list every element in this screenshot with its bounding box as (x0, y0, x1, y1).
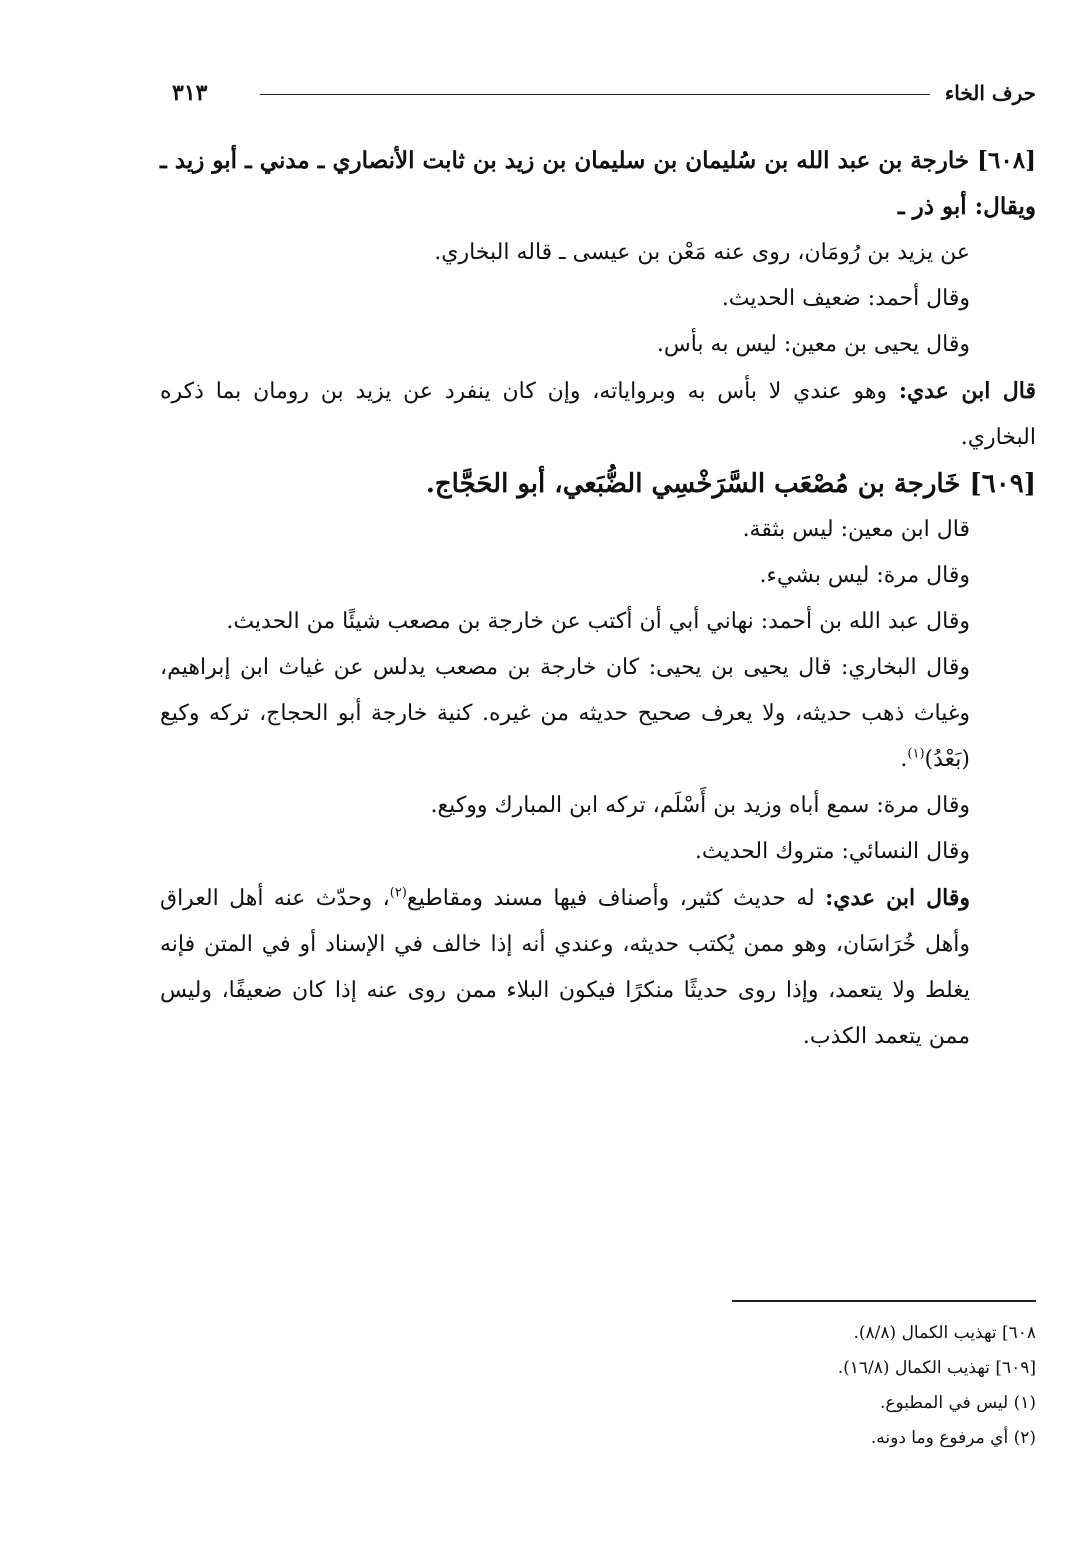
ibn-adi-text: له حديث كثير، وأصناف فيها مسند ومقاطيع (406, 886, 826, 911)
entry-608-heading: [٦٠٨] خارجة بن عبد الله بن سُليمان بن سليمان بن زيد بن ثابت الأنصاري ـ مدني ـ أبو زيد ـ ويقال: أبو ذر ـ (160, 147, 1036, 220)
entry-608-line: عن يزيد بن رُومَان، روى عنه مَعْن بن عيسى ـ قاله البخاري. (434, 240, 970, 265)
bukhari-end: . (900, 747, 908, 772)
main-text (160, 138, 1036, 1060)
header-rule (260, 94, 930, 95)
entry-609-line: وقال عبد الله بن أحمد: نهاني أبي أن أكتب عن خارجة بن مصعب شيئًا من الحديث. (226, 609, 970, 634)
bukhari-text: وقال البخاري: قال يحيى بن يحيى: كان خارجة بن مصعب يدلس عن غياث ابن إبراهيم، وغياث ذهب حديثه، ولا يعرف صحيح حديثه من غيره. كنية خارجة أبو الحجاج، تركه وكيع (بَعْدُ) (160, 655, 970, 772)
entry-609-bukhari-paragraph (160, 645, 1036, 783)
entry-609-line: وقال مرة: سمع أباه وزيد بن أَسْلَم، تركه ابن المبارك ووكيع. (430, 793, 970, 818)
entry-608-ibn-adi-paragraph (160, 368, 1036, 461)
footnote-separator (732, 1300, 1036, 1302)
entry-609-line: وقال مرة: ليس بشيء. (759, 563, 970, 588)
running-head (160, 78, 1036, 108)
entry-609-heading: [٦٠٩] خَارجة بن مُصْعَب السَّرَخْسِي الضُّبَعي، أبو الحَجَّاج. (425, 469, 1036, 499)
entry-608-line: وقال يحيى بن معين: ليس به بأس. (656, 332, 970, 357)
ibn-adi-text-cont: ، وحدّث عنه أهل العراق وأهل خُرَاسَان، وهو ممن يُكتب حديثه، وعندي أنه إذا خالف في الإسناد أو في المتن فإنه يغلط ولا يتعمد، وإذا روى حديثًا منكرًا فيكون البلاء ممن روى عنه إذا كان ضعيفًا، وليس ممن يتعمد الكذب. (160, 886, 970, 1049)
footnote-ref-2: (٢) (389, 885, 407, 901)
page-number: ٣١٣ (172, 80, 208, 106)
entry-608-line: وقال أحمد: ضعيف الحديث. (721, 286, 970, 311)
ibn-adi-text: وهو عندي لا بأس به وبرواياته، وإن كان ينفرد عن يزيد بن رومان بما ذكره البخاري. (160, 379, 1036, 450)
footnote-item: ٦٠٨] تهذيب الكمال (٨/٨). (853, 1323, 1036, 1343)
entry-609-line: قال ابن معين: ليس بثقة. (742, 517, 970, 542)
ibn-adi-label: وقال ابن عدي: (825, 885, 970, 911)
footnote-item: [٦٠٩] تهذيب الكمال (١٦/٨). (837, 1358, 1036, 1378)
footnote-item: (٢) أي مرفوع وما دونه. (870, 1428, 1036, 1448)
footnotes (600, 1316, 1036, 1456)
chapter-title: حرف الخاء (944, 81, 1036, 105)
ibn-adi-label: قال ابن عدي: (898, 378, 1036, 404)
entry-609-line: وقال النسائي: متروك الحديث. (694, 839, 970, 864)
entry-609-ibn-adi-paragraph (160, 875, 1036, 1060)
footnote-item: (١) ليس في المطبوع. (879, 1393, 1036, 1413)
footnote-ref-1: (١) (907, 746, 925, 762)
